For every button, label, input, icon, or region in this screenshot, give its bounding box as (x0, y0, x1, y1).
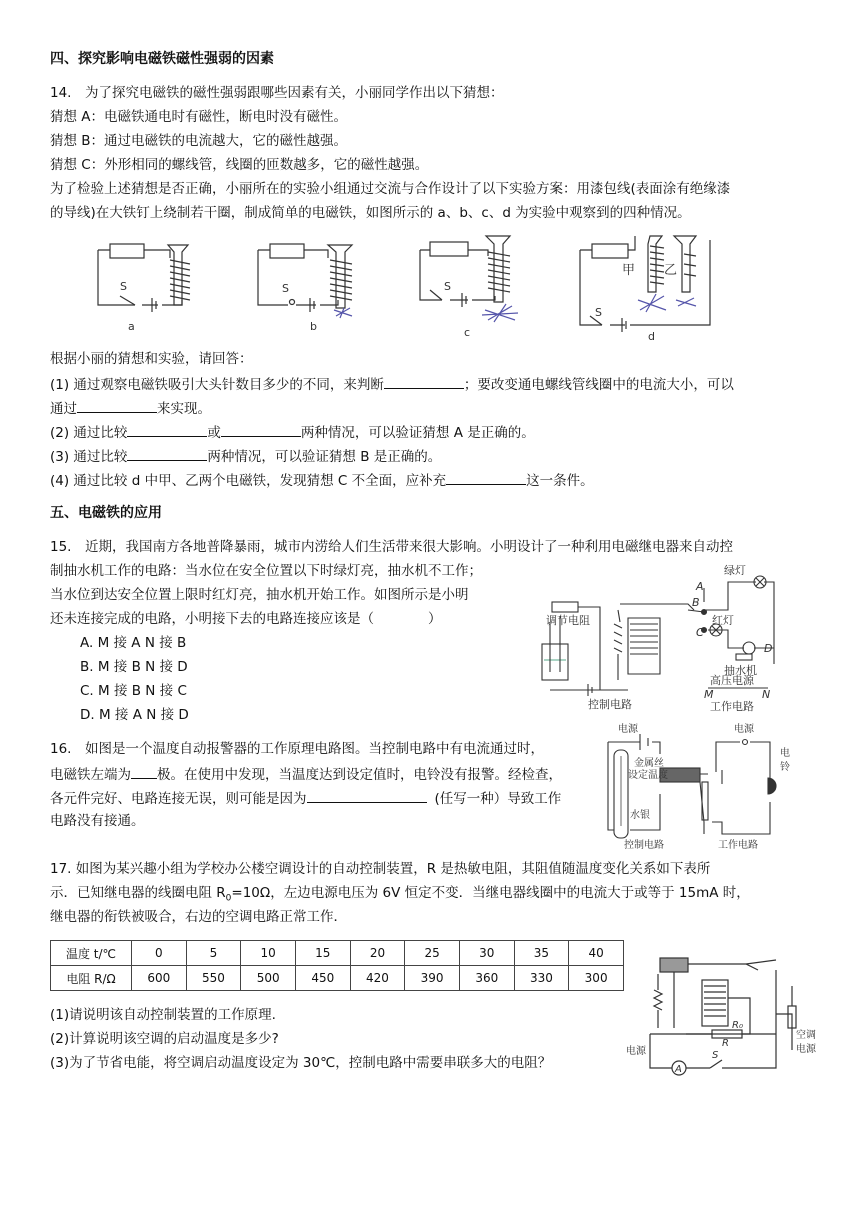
q17-fig-r0-label: R₀ (732, 1020, 743, 1031)
q14-blank-6[interactable] (446, 470, 526, 485)
q15-fig-c-label: C (696, 626, 704, 639)
q16-fig-power2-label: 电源 (734, 724, 754, 735)
fig-a-label: a (128, 320, 135, 333)
q16-l3-text-a: 各元件完好、电路连接无误，则可能是因为 (50, 791, 307, 807)
q17-sub1: (1)请说明该自动控制装置的工作原理. (50, 1007, 276, 1023)
fig-a-meter (110, 244, 144, 258)
table-cell: 35 (514, 941, 569, 966)
fig-b-label: b (310, 320, 317, 333)
q15-line2: 制抽水机工作的电路：当水位在安全位置以下时绿灯亮，抽水机不工作； (50, 563, 482, 579)
fig-d-yi-label: 乙 (664, 263, 678, 278)
q14-p3-text-b: 两种情况，可以验证猜想 B 是正确的。 (207, 449, 442, 465)
table-row (51, 966, 624, 991)
q15-fig-a-label: A (696, 580, 704, 593)
q16-line1: 16. 如图是一个温度自动报警器的工作原理电路图。当控制电路中有电流通过时， (50, 741, 544, 757)
table-cell: 500 (241, 966, 296, 991)
fig-b-meter (270, 244, 304, 258)
table-cell: 390 (405, 966, 460, 991)
q17-fig-power-right-label: 电源 (796, 1044, 816, 1055)
q16-fig-wire-label: 金属丝 (634, 758, 664, 769)
table-cell: 600 (132, 966, 187, 991)
q15-line4: 还未连接完成的电路，小明接下去的电路连接应该是（ ） (50, 611, 442, 627)
q14-part3 (50, 446, 441, 466)
q16-line3 (50, 788, 561, 808)
table-cell: 300 (569, 966, 624, 991)
fig-d-label: d (648, 330, 655, 343)
table-cell: 15 (295, 941, 350, 966)
q15-option-d[interactable]: D. M 接 A N 接 D (80, 707, 189, 723)
q17-line3: 继电器的衔铁被吸合，右边的空调电路正常工作． (50, 909, 347, 925)
fig-c-meter (430, 242, 468, 256)
q15-fig-green-label: 绿灯 (724, 564, 746, 577)
table-cell: 5 (186, 941, 241, 966)
q14-part1-line1 (50, 374, 734, 394)
fig-c-label: c (464, 326, 471, 339)
q15-fig-d-label: D (764, 642, 773, 655)
q14-blank-3[interactable] (127, 422, 207, 437)
q17-fig-s-label: S (712, 1050, 719, 1061)
q15-fig-m-label: M (704, 688, 714, 701)
fig-d-jia-label: 甲 (622, 263, 636, 278)
q15-option-b[interactable]: B. M 接 B N 接 D (80, 659, 188, 675)
q17-l2-sub: 0 (225, 893, 232, 904)
q15-fig-hv-label: 高压电源 (710, 674, 754, 687)
q15-fig-n-label: N (762, 688, 771, 701)
q15-fig-work-label: 工作电路 (710, 700, 754, 713)
q15-fig-red-label: 红灯 (712, 614, 734, 627)
q16-l2-text-b: 极。在使用中发现，当温度达到设定值时，电铃没有报警。经检查， (157, 767, 562, 783)
q14-answer-prompt: 根据小丽的猜想和实验，请回答： (50, 351, 253, 367)
q17-line2 (50, 884, 750, 908)
q14-part4 (50, 470, 594, 490)
table-cell: 0 (132, 941, 187, 966)
q14-plan-line1: 为了检验上述猜想是否正确，小丽所在的实验小组通过交流与合作设计了以下实验方案：用漆包线(表面涂有绝缘漆 (50, 181, 731, 197)
q16-figure (600, 722, 800, 852)
q14-p2-text-a: (2) 通过比较 (50, 425, 128, 441)
q15-fig-control-label: 控制电路 (588, 698, 632, 711)
q17-fig-power-left-label: 电源 (626, 1046, 646, 1057)
table-cell: 330 (514, 966, 569, 991)
fig-b-switch-label: S (282, 282, 289, 295)
fig-c-switch-label: S (444, 280, 451, 293)
q14-intro: 14. 为了探究电磁铁的磁性强弱跟哪些因素有关，小丽同学作出以下猜想： (50, 85, 504, 101)
q14-p3-text-a: (3) 通过比较 (50, 449, 128, 465)
q14-part1-line2 (50, 398, 211, 418)
q16-l2-text-a: 电磁铁左端为 (50, 767, 131, 783)
q15-option-a[interactable]: A. M 接 A N 接 B (80, 635, 187, 651)
q16-fig-bell1-label: 电 (780, 748, 790, 759)
table-row (51, 941, 624, 966)
q16-line2 (50, 764, 562, 784)
table-cell: 30 (459, 941, 514, 966)
q14-figures (90, 230, 730, 345)
q16-fig-mercury-label: 水银 (630, 810, 650, 821)
table-cell: 450 (295, 966, 350, 991)
q14-guess-b: 猜想 B：通过电磁铁的电流越大，它的磁性越强。 (50, 133, 348, 149)
fig-d-meter (592, 244, 628, 258)
q16-line4: 电路没有接通。 (50, 813, 145, 829)
q17-fig-r-label: R (722, 1038, 729, 1049)
table-row2-header: 电阻 R/Ω (51, 966, 132, 991)
q14-p1-text-b: ；要改变通电螺线管线圈中的电流大小，可以 (463, 377, 734, 393)
q16-blank-pole[interactable] (131, 764, 157, 779)
q14-p2-text-c: 两种情况，可以验证猜想 A 是正确的。 (300, 425, 535, 441)
q15-option-c[interactable]: C. M 接 B N 接 C (80, 683, 187, 699)
q14-blank-1[interactable] (384, 374, 464, 389)
q17-sub2: (2)计算说明该空调的启动温度是多少? (50, 1031, 279, 1047)
q17-fig-ac-label: 空调 (796, 1030, 816, 1041)
table-row1-header: 温度 t/℃ (51, 941, 132, 966)
q16-fig-work-label: 工作电路 (718, 840, 758, 851)
section4-title: 四、探究影响电磁铁磁性强弱的因素 (50, 51, 274, 67)
table-cell: 20 (350, 941, 405, 966)
table-cell: 420 (350, 966, 405, 991)
fig-d-switch-label: S (595, 306, 602, 319)
q15-fig-pump-label: 抽水机 (724, 664, 757, 677)
q17-line1: 17. 如图为某兴趣小组为学校办公楼空调设计的自动控制装置，R 是热敏电阻，其阻值随温度变化关系如下表所 (50, 861, 711, 877)
q14-plan-line2: 的导线)在大铁钉上绕制若干圈，制成简单的电磁铁，如图所示的 a、b、c、d 为实验中观察到的四种情况。 (50, 205, 691, 221)
q15-line1: 15. 近期，我国南方各地普降暴雨，城市内涝给人们生活带来很大影响。小明设计了一种利用电磁继电器来自动控 (50, 539, 733, 555)
q14-guess-a: 猜想 A：电磁铁通电时有磁性，断电时没有磁性。 (50, 109, 348, 125)
q14-p1-text-d: 来实现。 (157, 401, 211, 417)
q15-fig-adjust-label: 调节电阻 (546, 614, 590, 627)
table-cell: 25 (405, 941, 460, 966)
q14-p1-text-c: 通过 (50, 401, 77, 417)
q14-part2 (50, 422, 535, 442)
q14-blank-4[interactable] (221, 422, 301, 437)
q14-blank-2[interactable] (77, 398, 157, 413)
table-cell: 550 (186, 966, 241, 991)
q16-fig-control-label: 控制电路 (624, 840, 664, 851)
q14-p4-text-b: 这一条件。 (526, 473, 594, 489)
q14-p4-text-a: (4) 通过比较 d 中甲、乙两个电磁铁，发现猜想 C 不全面，应补充 (50, 473, 447, 489)
q16-fig-power1-label: 电源 (618, 724, 638, 735)
q17-resistance-table (50, 940, 624, 991)
section5-title: 五、电磁铁的应用 (50, 505, 162, 521)
q17-l2-text-a: 示．已知继电器的线圈电阻 R (50, 885, 226, 901)
q17-figure (626, 950, 826, 1080)
q16-fig-bell2-label: 铃 (780, 762, 790, 773)
q14-guess-c: 猜想 C：外形相同的螺线管，线圈的匝数越多，它的磁性越强。 (50, 157, 429, 173)
q17-sub3: (3)为了节省电能，将空调启动温度设定为 30℃，控制电路中需要串联多大的电阻？ (50, 1055, 552, 1071)
q16-fig-settemp-label: 设定温度 (628, 770, 668, 781)
q14-blank-5[interactable] (127, 446, 207, 461)
q17-fig-ammeter-label: A (675, 1064, 682, 1075)
q16-blank-reason[interactable] (307, 788, 427, 803)
q15-fig-b-label: B (692, 596, 700, 609)
table-cell: 10 (241, 941, 296, 966)
q14-p2-text-b: 或 (207, 425, 221, 441)
q17-l2-text-b: =10Ω，左边电源电压为 6V 恒定不变．当继电器线圈中的电流大于或等于 15mA 时， (231, 885, 750, 901)
table-cell: 360 (459, 966, 514, 991)
q14-p1-text-a: (1) 通过观察电磁铁吸引大头针数目多少的不同，来判断 (50, 377, 384, 393)
fig-a-switch-label: S (120, 280, 127, 293)
table-cell: 40 (569, 941, 624, 966)
q15-line3: 当水位到达安全位置上限时红灯亮，抽水机开始工作。如图所示是小明 (50, 587, 469, 603)
q16-l3-text-b: (任写一种）导致工作 (434, 791, 562, 807)
q15-figure (528, 562, 788, 712)
